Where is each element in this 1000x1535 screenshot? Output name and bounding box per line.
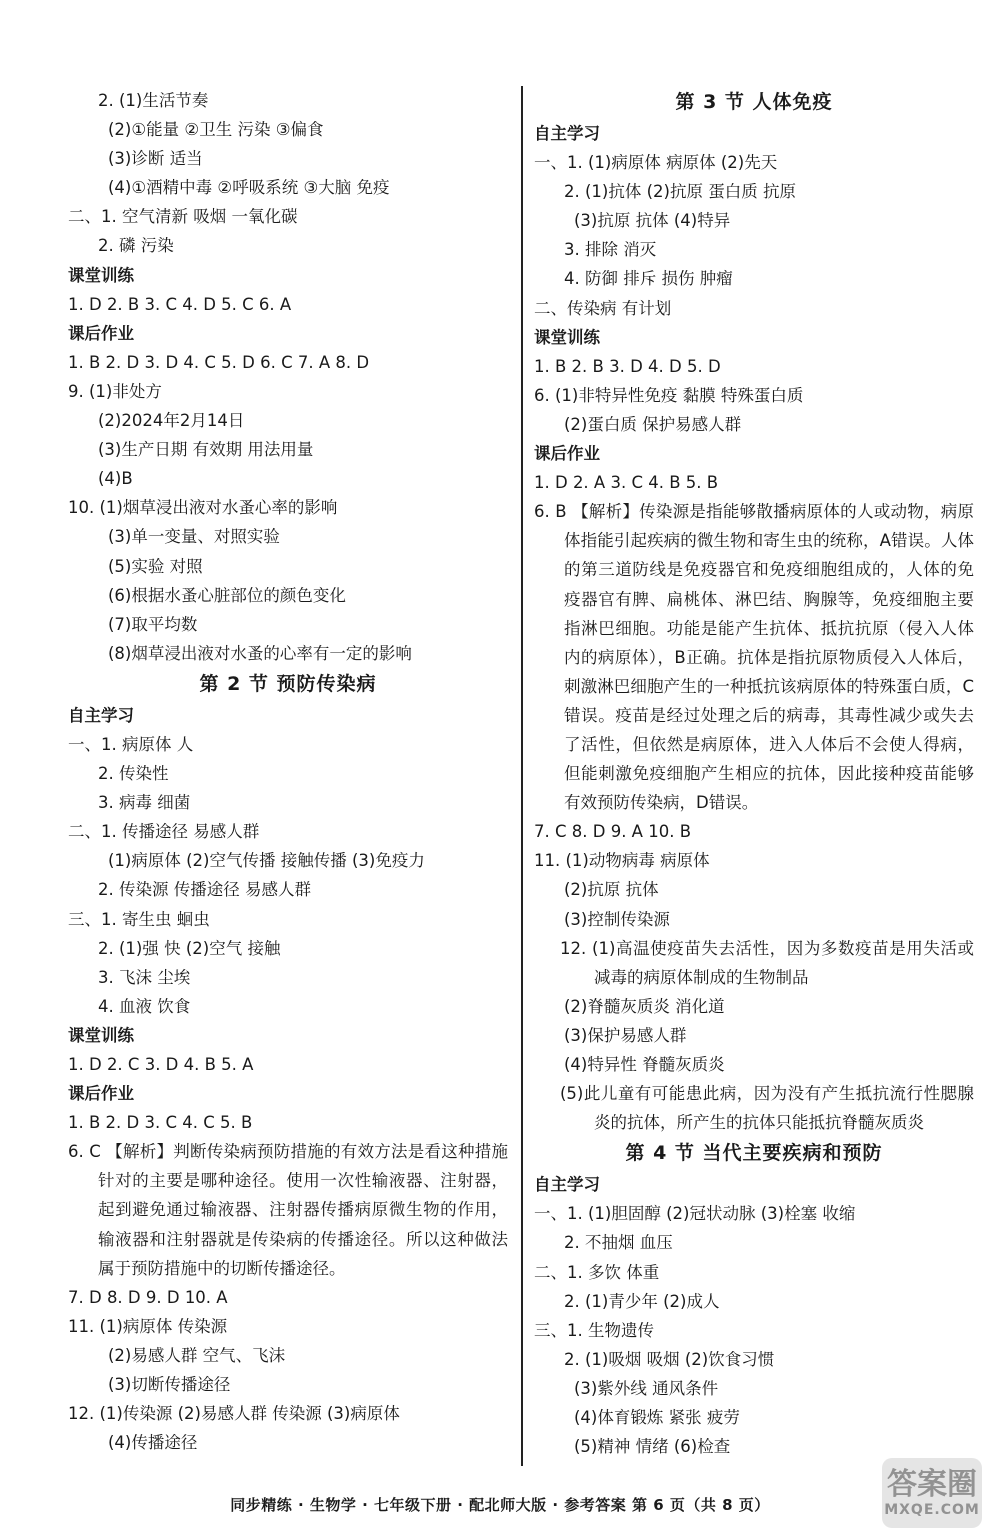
answer-line: 10. (1)烟草浸出液对水蚤心率的影响: [68, 498, 338, 518]
answer-line: 一、1. (1)胆固醇 (2)冠状动脉 (3)栓塞 收缩: [534, 1204, 856, 1224]
section-title: 第 4 节 当代主要疾病和预防: [625, 1142, 883, 1165]
answer-line: (2)蛋白质 保护易感人群: [564, 414, 742, 434]
subsection-heading: 课堂训练: [534, 327, 600, 347]
answer-line: 2. (1)生活节奏: [98, 91, 209, 110]
answer-line: 三、1. 生物遗传: [534, 1320, 654, 1340]
answer-line: 一、1. 病原体 人: [68, 734, 194, 754]
answer-line: 6. (1)非特异性免疫 黏膜 特殊蛋白质: [534, 385, 804, 405]
answer-line: 3. 飞沫 尘埃: [98, 967, 191, 987]
answer-line: (5)实验 对照: [108, 556, 203, 576]
answer-line: 2. 不抽烟 血压: [564, 1233, 673, 1253]
answer-line: (5)精神 情绪 (6)检查: [574, 1437, 731, 1457]
answer-line: 三、1. 寄生虫 蛔虫: [68, 909, 210, 929]
explanation-paragraph: 6. B 【解析】传染源是指能够散播病原体的人或动物，病原体指能引起疾病的微生物和寄生虫的统称，A错误。人体的第三道防线是免疫器官和免疫细胞组成的，人体的免疫器官有脾、扁桃体、淋巴结、胸腺等，免疫细胞主要指淋巴细胞。功能是能产生抗体、抵抗抗原（侵入人体内的病原体），B正确。抗体是指抗原物质侵入人体后，刺激淋巴细胞产生的一种抵抗该病原体的特殊蛋白质，C错误。疫苗是经过处理之后的病毒，其毒性减少或失去了活性，但依然是病原体，进入人体后不会使人得病，但能刺激免疫细胞产生相应的抗体，因此接种疫苗能够有效预防传染病，D错误。: [534, 502, 974, 813]
answer-line: (4)传播途径: [108, 1433, 198, 1453]
answer-line: (8)烟草浸出液对水蚤的心率有一定的影响: [108, 643, 412, 663]
answer-line: (3)切断传播途径: [108, 1375, 231, 1395]
answer-line: (3)诊断 适当: [108, 149, 203, 169]
answer-line: 1. B 2. B 3. D 4. D 5. D: [534, 356, 721, 376]
page-footer: 同步精练 · 生物学 · 七年级下册 · 配北师大版 · 参考答案 第 6 页（共 8 页）: [230, 1496, 770, 1514]
explanation-paragraph: 6. C 【解析】判断传染病预防措施的有效方法是看这种措施针对的主要是哪种途径。使用一次性输液器、注射器，起到避免通过输液器、注射器传播病原微生物的作用，输液器和注射器就是传染病的传播途径。所以这种做法属于预防措施中的切断传播途径。: [68, 1142, 508, 1278]
subsection-heading: 课后作业: [68, 1084, 134, 1104]
answer-multiline: (5)此儿童有可能患此病，因为没有产生抵抗流行性腮腺炎的抗体，所产生的抗体只能抵抗脊髓灰质炎: [560, 1084, 974, 1133]
answer-line: (3)紫外线 通风条件: [574, 1378, 719, 1398]
answer-line: 2. (1)抗体 (2)抗原 蛋白质 抗原: [564, 182, 796, 202]
answer-line: (2)①能量 ②卫生 污染 ③偏食: [108, 120, 324, 140]
answer-line: 2. (1)吸烟 吸烟 (2)饮食习惯: [564, 1349, 775, 1369]
answer-line: (2)2024年2月14日: [98, 411, 245, 431]
answer-line: 二、1. 传播途径 易感人群: [68, 822, 260, 842]
answer-line: 4. 血液 饮食: [98, 996, 191, 1016]
answer-line: (4)B: [98, 469, 133, 489]
watermark-logo: [882, 1458, 982, 1528]
answer-line: 3. 病毒 细菌: [98, 793, 191, 813]
answer-line: 2. 传染源 传播途径 易感人群: [98, 880, 311, 900]
subsection-heading: 自主学习: [534, 1175, 600, 1195]
answer-line: (2)脊髓灰质炎 消化道: [564, 996, 725, 1016]
answer-line: 7. C 8. D 9. A 10. B: [534, 822, 692, 842]
answer-line: (2)抗原 抗体: [564, 880, 659, 900]
answer-line: 1. B 2. D 3. C 4. C 5. B: [68, 1113, 253, 1133]
answer-line: (1)病原体 (2)空气传播 接触传播 (3)免疫力: [108, 851, 425, 871]
subsection-heading: 自主学习: [534, 124, 600, 143]
answer-line: 1. D 2. A 3. C 4. B 5. B: [534, 473, 719, 493]
answer-line: (4)特异性 脊髓灰质炎: [564, 1055, 725, 1074]
answer-line: 7. D 8. D 9. D 10. A: [68, 1287, 228, 1307]
answer-line: (3)保护易感人群: [564, 1025, 687, 1045]
answer-line: 11. (1)病原体 传染源: [68, 1316, 228, 1336]
answer-line: 11. (1)动物病毒 病原体: [534, 851, 710, 871]
subsection-heading: 课堂训练: [68, 265, 134, 285]
subsection-heading: 课后作业: [68, 323, 134, 343]
answer-line: 二、1. 空气清新 吸烟 一氧化碳: [68, 207, 298, 227]
answer-line: 二、1. 多饮 体重: [534, 1262, 660, 1282]
left-column: [68, 86, 508, 1457]
subsection-heading: 课堂训练: [68, 1025, 134, 1045]
answer-multiline: 12. (1)高温使疫苗失去活性，因为多数疫苗是用失活或减毒的病原体制成的生物制品: [560, 938, 974, 987]
answer-line: 1. D 2. C 3. D 4. B 5. A: [68, 1055, 254, 1074]
answer-line: (2)易感人群 空气、飞沫: [108, 1345, 286, 1365]
answer-line: (3)控制传染源: [564, 909, 670, 929]
subsection-heading: 自主学习: [68, 705, 134, 725]
answer-line: 4. 防御 排斥 损伤 肿瘤: [564, 269, 733, 289]
section-title: 第 2 节 预防传染病: [199, 672, 377, 695]
answer-line: (7)取平均数: [108, 614, 198, 634]
answer-line: 2. 传染性: [98, 764, 169, 784]
answer-line: (4)体育锻炼 紧张 疲劳: [574, 1408, 740, 1428]
column-divider: [521, 86, 523, 1466]
right-column: [534, 86, 974, 1461]
answer-line: 9. (1)非处方: [68, 381, 162, 401]
answer-line: 1. B 2. D 3. D 4. C 5. D 6. C 7. A 8. D: [68, 352, 370, 372]
answer-line: 一、1. (1)病原体 病原体 (2)先天: [534, 153, 778, 173]
answer-line: 2. (1)强 快 (2)空气 接触: [98, 938, 281, 958]
answer-line: (3)抗原 抗体 (4)特异: [574, 211, 731, 231]
answer-line: 3. 排除 消灭: [564, 240, 657, 260]
section-title: 第 3 节 人体免疫: [675, 91, 833, 113]
subsection-heading: 课后作业: [534, 444, 600, 464]
answer-line: (4)①酒精中毒 ②呼吸系统 ③大脑 免疫: [108, 178, 390, 198]
watermark-text: 答案圈: [887, 1467, 977, 1502]
answer-line: 12. (1)传染源 (2)易感人群 传染源 (3)病原体: [68, 1404, 400, 1424]
answer-line: 1. D 2. B 3. C 4. D 5. C 6. A: [68, 294, 292, 314]
answer-line: (6)根据水蚤心脏部位的颜色变化: [108, 585, 346, 605]
answer-line: (3)单一变量、对照实验: [108, 527, 280, 547]
watermark-url: MXQE.COM: [884, 1502, 980, 1518]
answer-line: 2. 磷 污染: [98, 236, 174, 256]
answer-line: (3)生产日期 有效期 用法用量: [98, 440, 314, 460]
answer-line: 二、传染病 有计划: [534, 298, 672, 318]
answer-line: 2. (1)青少年 (2)成人: [564, 1291, 720, 1311]
